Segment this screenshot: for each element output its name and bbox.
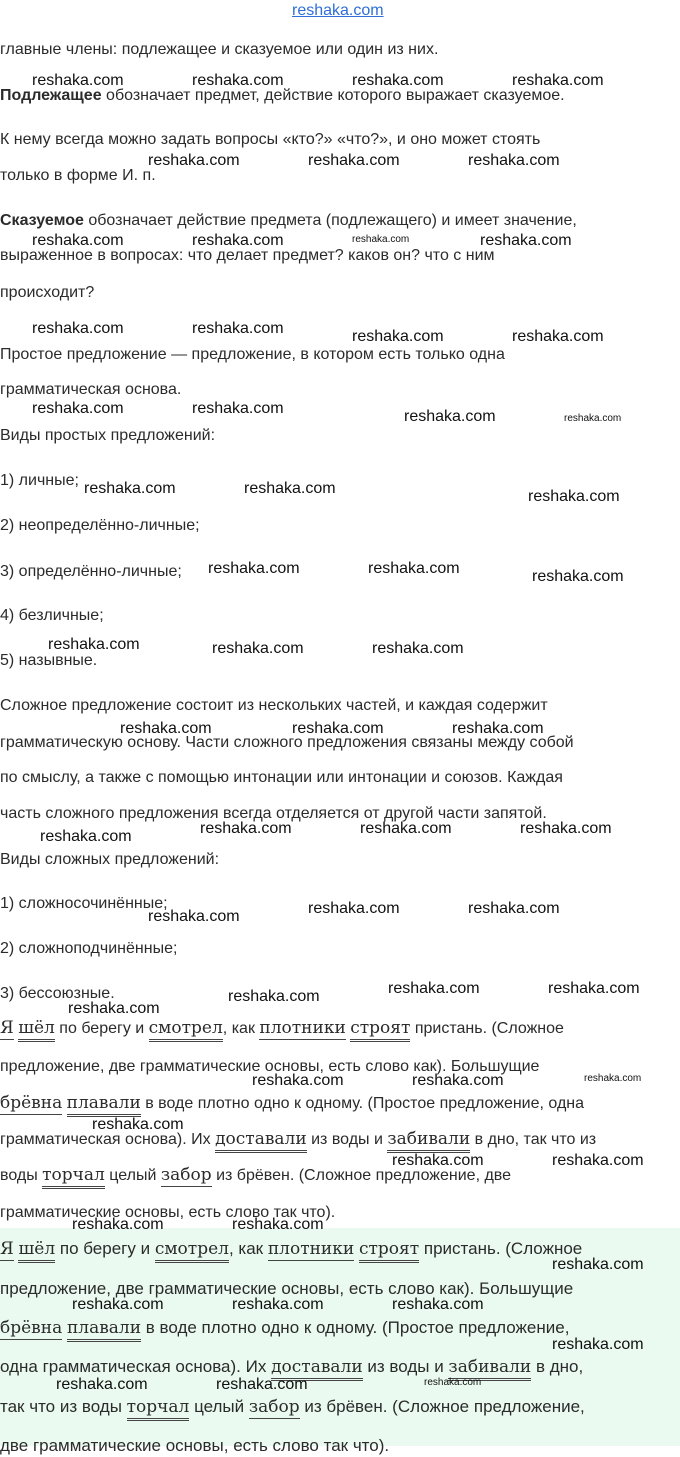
text-line: выраженное в вопросах: что делает предмет? каков он? что с ним [0, 247, 495, 264]
watermark: reshaka.com [352, 328, 444, 345]
watermark: reshaka.com [120, 720, 212, 737]
example-text: по берегу и [54, 1020, 149, 1037]
watermark: reshaka.com [308, 900, 400, 917]
watermark: reshaka.com [84, 480, 176, 497]
watermark: reshaka.com [232, 1296, 324, 1313]
answer-text: одна грамматическая основа). Их [0, 1357, 272, 1376]
predicate-word: забивали [448, 1357, 531, 1381]
watermark: reshaka.com [468, 900, 560, 917]
watermark: reshaka.com [232, 1216, 324, 1233]
watermark: reshaka.com [528, 488, 620, 505]
watermark: reshaka.com [308, 152, 400, 169]
answer-text: пристань. (Сложное [419, 1239, 583, 1258]
watermark: reshaka.com [32, 400, 124, 417]
answer-text: целый [189, 1397, 249, 1416]
watermark-small: reshaka.com [424, 1377, 482, 1388]
watermark: reshaka.com [68, 1000, 160, 1017]
predicate-word: доставали [271, 1357, 363, 1381]
predicate-word: плавали [67, 1093, 141, 1117]
term-subject: Подлежащее [0, 87, 102, 104]
watermark: reshaka.com [360, 820, 452, 837]
predicate-word: торчал [42, 1165, 105, 1189]
watermark: reshaka.com [552, 1336, 644, 1353]
answer-line [0, 1317, 569, 1339]
answer-text: в воде плотно одно к одному. (Простое предложение, [141, 1318, 570, 1337]
example-line [0, 1129, 596, 1150]
text-line: Сложное предложение состоит из нескольких частей, и каждая содержит [0, 697, 548, 714]
watermark: reshaka.com [48, 636, 140, 653]
text-line: главные члены: подлежащее и сказуемое или один из них. [0, 41, 439, 58]
example-line [0, 1018, 564, 1039]
example-text: из брёвен. (Сложное предложение, две [211, 1167, 512, 1184]
watermark: reshaka.com [148, 908, 240, 925]
predicate-word: строят [350, 1018, 410, 1042]
predicate-word: шёл [18, 1018, 55, 1042]
text-line: Простое предложение — предложение, в котором есть только одна [0, 346, 505, 363]
watermark-small: reshaka.com [584, 1073, 642, 1084]
watermark: reshaka.com [192, 400, 284, 417]
example-text: , как [222, 1020, 260, 1037]
watermark: reshaka.com [192, 72, 284, 89]
watermark: reshaka.com [212, 640, 304, 657]
subject-word: забор [160, 1165, 212, 1185]
watermark: reshaka.com [520, 820, 612, 837]
watermark-top[interactable]: reshaka.com [292, 2, 384, 19]
watermark: reshaka.com [392, 1296, 484, 1313]
predicate-word: смотрел [155, 1239, 229, 1263]
watermark: reshaka.com [192, 232, 284, 249]
term-predicate: Сказуемое [0, 212, 84, 229]
text-line: К нему всегда можно задать вопросы «кто?» «что?», и оно может стоять [0, 131, 541, 148]
watermark: reshaka.com [40, 828, 132, 845]
list-item: 2) неопределённо-личные; [0, 517, 200, 534]
predicate-word: смотрел [149, 1018, 223, 1042]
answer-line: две грамматические основы, есть слово так что). [0, 1436, 390, 1455]
watermark: reshaka.com [452, 720, 544, 737]
watermark: reshaka.com [208, 560, 300, 577]
subject-word: брёвна [0, 1093, 63, 1113]
watermark: reshaka.com [352, 72, 444, 89]
watermark: reshaka.com [32, 232, 124, 249]
watermark: reshaka.com [468, 152, 560, 169]
answer-text: , как [228, 1239, 268, 1258]
watermark: reshaka.com [532, 568, 624, 585]
answer-text: из воды и [362, 1357, 449, 1376]
list-item: 3) бессоюзные. [0, 985, 115, 1002]
watermark: reshaka.com [368, 560, 460, 577]
example-text: воды [0, 1167, 43, 1184]
predicate-word: шёл [18, 1239, 55, 1263]
watermark: reshaka.com [192, 320, 284, 337]
example-text: пристань. (Сложное [410, 1020, 564, 1037]
list-item: 1) личные; [0, 472, 79, 489]
watermark: reshaka.com [412, 1072, 504, 1089]
watermark: reshaka.com [72, 1296, 164, 1313]
text-line: по смыслу, а также с помощью интонации или интонации и союзов. Каждая [0, 769, 563, 786]
watermark: reshaka.com [32, 72, 124, 89]
example-line: грамматические основы, есть слово так что). [0, 1204, 336, 1221]
list-item: 5) назывные. [0, 652, 98, 669]
definition-text: обозначает действие предмета (подлежащего) и имеет значение, [83, 212, 577, 229]
watermark: reshaka.com [512, 328, 604, 345]
example-text: целый [104, 1167, 161, 1184]
answer-line [0, 1396, 585, 1418]
watermark: reshaka.com [388, 980, 480, 997]
list-item: 2) сложноподчинённые; [0, 940, 178, 957]
watermark: reshaka.com [552, 1152, 644, 1169]
example-text: в воде плотно одно к одному. (Простое предложение, одна [140, 1095, 585, 1112]
watermark: reshaka.com [32, 320, 124, 337]
text-line: Виды простых предложений: [0, 427, 216, 444]
list-item: 3) определённо-личные; [0, 563, 182, 580]
predicate-word: забивали [387, 1129, 470, 1153]
watermark-small: reshaka.com [564, 413, 622, 424]
answer-text: по берегу и [55, 1239, 155, 1258]
text-line: происходит? [0, 284, 95, 301]
watermark: reshaka.com [148, 152, 240, 169]
watermark: reshaka.com [252, 1072, 344, 1089]
example-line: предложение, две грамматические основы, есть слово как). Большущие [0, 1058, 540, 1075]
definition-text: обозначает предмет, действие которого выражает сказуемое. [101, 87, 565, 104]
answer-line [0, 1356, 583, 1378]
answer-line: предложение, две грамматические основы, есть слово как). Большущие [0, 1279, 574, 1298]
watermark: reshaka.com [392, 1152, 484, 1169]
subject-word: брёвна [0, 1318, 63, 1338]
watermark: reshaka.com [200, 820, 292, 837]
answer-text: из брёвен. (Сложное предложение, [299, 1397, 585, 1416]
text-line: Виды сложных предложений: [0, 851, 220, 868]
watermark: reshaka.com [480, 232, 572, 249]
watermark: reshaka.com [372, 640, 464, 657]
watermark: reshaka.com [92, 1116, 184, 1133]
list-item: 1) сложносочинённые; [0, 895, 168, 912]
answer-text: в дно, [531, 1357, 584, 1376]
example-line [0, 1093, 584, 1114]
subject-word: Я [0, 1018, 14, 1038]
subject-word: плотники [259, 1018, 346, 1038]
watermark: reshaka.com [404, 408, 496, 425]
predicate-word: плавали [67, 1318, 141, 1342]
answer-line [0, 1238, 582, 1260]
text-line: грамматическая основа. [0, 381, 182, 398]
predicate-word: строят [359, 1239, 419, 1263]
watermark: reshaka.com [228, 988, 320, 1005]
subject-word: плотники [267, 1239, 355, 1259]
predicate-word: торчал [127, 1397, 190, 1421]
watermark-small: reshaka.com [352, 234, 410, 245]
example-text: из воды и [306, 1131, 388, 1148]
predicate-word: доставали [215, 1129, 307, 1153]
subject-word: Я [0, 1239, 14, 1259]
watermark: reshaka.com [216, 1376, 308, 1393]
text-line: грамматическую основу. Части сложного предложения связаны между собой [0, 734, 574, 751]
watermark: reshaka.com [244, 480, 336, 497]
example-text: в дно, так что из [470, 1131, 597, 1148]
watermark: reshaka.com [512, 72, 604, 89]
watermark: reshaka.com [56, 1376, 148, 1393]
text-line: часть сложного предложения всегда отделяется от другой части запятой. [0, 805, 547, 822]
answer-text: так что из воды [0, 1397, 127, 1416]
watermark: reshaka.com [548, 980, 640, 997]
watermark: reshaka.com [292, 720, 384, 737]
text-line: только в форме И. п. [0, 167, 156, 184]
subject-word: забор [248, 1397, 300, 1417]
watermark: reshaka.com [552, 1256, 644, 1273]
example-text: грамматическая основа). Их [0, 1131, 216, 1148]
watermark: reshaka.com [72, 1216, 164, 1233]
text-line [0, 211, 577, 231]
list-item: 4) безличные; [0, 607, 104, 624]
